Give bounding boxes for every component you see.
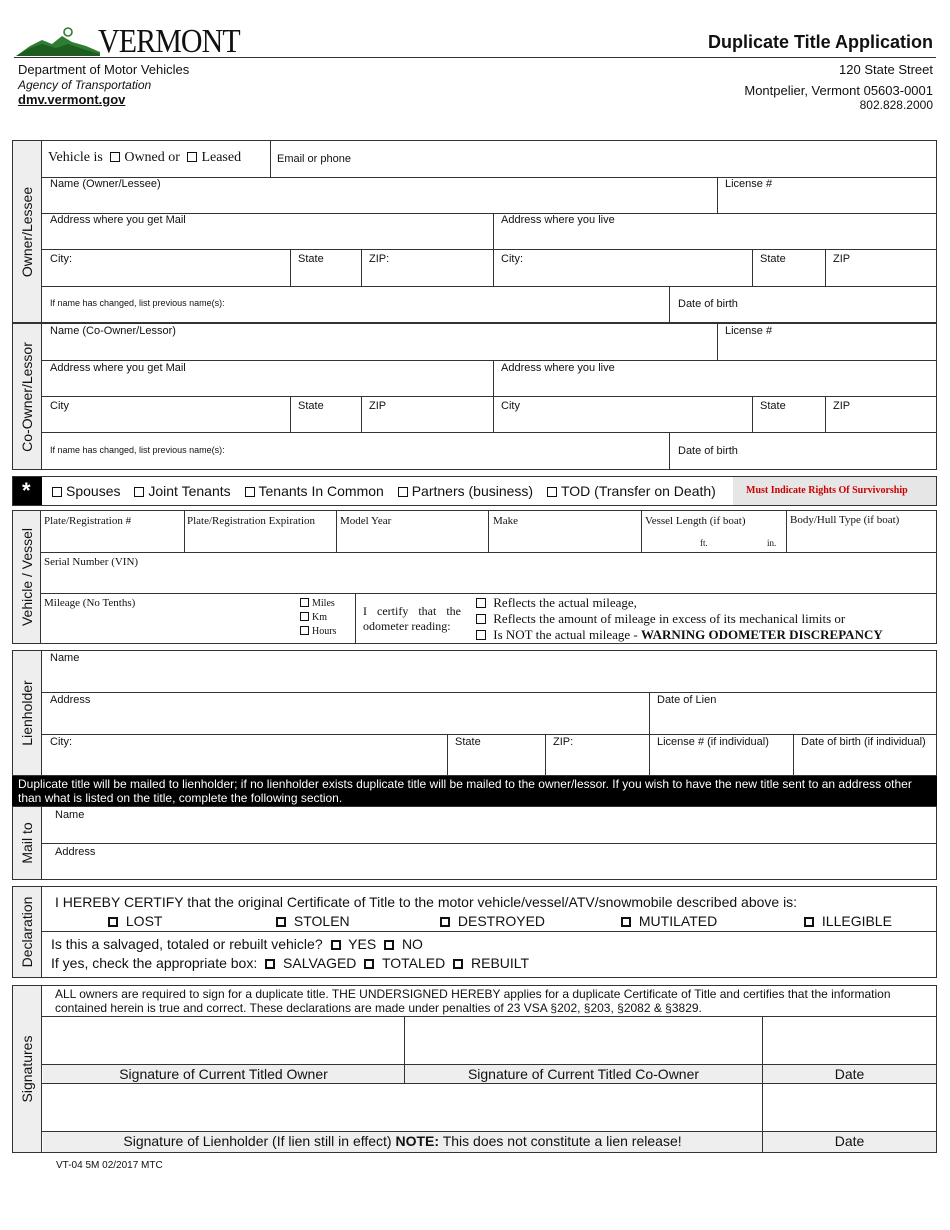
coowner-mail-city-field[interactable]: City — [50, 400, 69, 412]
coowner-live-zip-field[interactable]: ZIP — [833, 400, 851, 412]
address-phone: 802.828.2000 — [859, 98, 933, 112]
coowner-mail-address-field[interactable]: Address where you get Mail — [50, 362, 186, 374]
mailto-name-field[interactable]: Name — [55, 809, 85, 821]
owner-mail-address-field[interactable]: Address where you get Mail — [50, 214, 186, 226]
coowner-mail-state-field[interactable]: State — [298, 400, 324, 412]
lienholder-side-label: Lienholder — [13, 651, 42, 775]
odometer-certify-text: I certify that the odometer reading: — [363, 604, 461, 633]
lienholder-zip-field[interactable]: ZIP: — [553, 736, 574, 748]
email-phone-field[interactable]: Email or phone — [277, 153, 351, 165]
date1-field[interactable] — [763, 1017, 936, 1064]
hours-option[interactable]: Hours — [300, 625, 336, 639]
owner-license-field[interactable]: License # — [725, 178, 773, 190]
stolen-option[interactable]: STOLEN — [276, 913, 350, 929]
survivorship-note: Must Indicate Rights Of Survivorship — [746, 485, 908, 496]
salvage-yes-option[interactable]: YES — [331, 936, 377, 952]
address-city: Montpelier, Vermont 05603-0001 — [744, 83, 933, 98]
salvage-type-row: If yes, check the appropriate box: SALVAGED TOTALED REBUILT — [51, 955, 530, 971]
vehicle-ownership-choice: Vehicle is Owned or Leased — [48, 150, 242, 165]
plate-expiration-field[interactable]: Plate/Registration Expiration — [187, 515, 316, 527]
destroyed-option[interactable]: DESTROYED — [440, 913, 545, 929]
survivorship-note-cell — [733, 477, 936, 505]
date-of-lien-field[interactable]: Date of Lien — [657, 694, 717, 706]
signatures-side-label: Signatures — [13, 986, 42, 1152]
logo-text: VERMONT — [98, 23, 240, 60]
lien-signature-field[interactable] — [43, 1084, 762, 1131]
coowner-live-address-field[interactable]: Address where you live — [501, 362, 615, 374]
coowner-signature-field[interactable] — [405, 1017, 762, 1064]
spouses-option[interactable]: Spouses — [52, 483, 120, 499]
lienholder-license-field[interactable]: License # (if individual) — [657, 736, 769, 748]
owner-live-state-field[interactable]: State — [760, 253, 786, 265]
lienholder-dob-field[interactable]: Date of birth (if individual) — [801, 736, 926, 748]
address-street: 120 State Street — [839, 62, 933, 77]
salvage-no-option[interactable]: NO — [384, 936, 423, 952]
lienholder-city-field[interactable]: City: — [50, 736, 72, 748]
lienholder-address-field[interactable]: Address — [50, 694, 91, 706]
salvaged-option[interactable]: SALVAGED — [265, 955, 356, 971]
coowner-name-field[interactable]: Name (Co-Owner/Lessor) — [50, 325, 176, 337]
declaration-side-label: Declaration — [13, 887, 42, 977]
vermont-logo — [16, 23, 240, 60]
make-field[interactable]: Make — [493, 515, 519, 527]
mileage-field[interactable]: Mileage (No Tenths) — [44, 597, 136, 609]
owner-mail-city-field[interactable]: City: — [50, 253, 72, 265]
lienholder-name-field[interactable]: Name — [50, 652, 80, 664]
department-name: Department of Motor Vehicles — [18, 62, 190, 77]
owner-dob-field[interactable]: Date of birth — [678, 298, 738, 310]
totaled-option[interactable]: TOTALED — [364, 955, 445, 971]
owner-live-address-field[interactable]: Address where you live — [501, 214, 615, 226]
page-title: Duplicate Title Application — [707, 32, 933, 52]
leased-checkbox[interactable] — [187, 152, 197, 162]
lienholder-state-field[interactable]: State — [455, 736, 481, 748]
km-option[interactable]: Km — [300, 611, 336, 625]
vin-field[interactable]: Serial Number (VIN) — [44, 556, 139, 568]
reflects-actual-option[interactable]: Reflects the actual mileage, — [476, 595, 883, 611]
coowner-live-city-field[interactable]: City — [501, 400, 520, 412]
miles-option[interactable]: Miles — [300, 597, 336, 611]
rebuilt-option[interactable]: REBUILT — [453, 955, 529, 971]
owner-live-city-field[interactable]: City: — [501, 253, 523, 265]
coowner-signature-label-cell: Signature of Current Titled Co-Owner — [405, 1065, 762, 1083]
salvage-question: Is this a salvaged, totaled or rebuilt vehicle? YES NO — [51, 936, 423, 952]
owner-signature-field[interactable] — [43, 1017, 404, 1064]
owner-name-field[interactable]: Name (Owner/Lessee) — [50, 178, 161, 190]
date2-label-cell: Date — [763, 1132, 936, 1152]
star-icon: * — [22, 478, 31, 503]
mountain-logo-icon — [16, 26, 100, 60]
reflects-excess-option[interactable]: Reflects the amount of mileage in excess of its mechanical limits or — [476, 611, 883, 627]
mail-notice-bar — [12, 776, 937, 806]
agency-name: Agency of Transportation — [18, 78, 152, 92]
declaration-certify-text: I HEREBY CERTIFY that the original Certificate of Title to the motor vehicle/vessel/ATV/snowmobile described above is: — [55, 894, 798, 910]
coowner-mail-zip-field[interactable]: ZIP — [369, 400, 387, 412]
tenants-in-common-option[interactable]: Tenants In Common — [245, 483, 384, 499]
owner-previous-names-field[interactable]: If name has changed, list previous name(s): — [50, 298, 225, 308]
owner-signature-label-cell: Signature of Current Titled Owner — [43, 1065, 404, 1083]
lost-option[interactable]: LOST — [108, 913, 162, 929]
not-actual-option[interactable]: Is NOT the actual mileage - WARNING ODOMETER DISCREPANCY — [476, 627, 883, 643]
survivorship-star-cell — [13, 477, 42, 505]
owned-checkbox[interactable] — [110, 152, 120, 162]
mileage-units — [300, 597, 336, 639]
lien-signature-label-cell: Signature of Lienholder (If lien still in effect) NOTE: This does not constitute a lien release! — [43, 1132, 762, 1152]
survivorship-options — [52, 483, 716, 499]
mail-notice-text: Duplicate title will be mailed to lienholder; if no lienholder exists duplicate title will be mailed to the owner/lessor. If you wish to have the new title sent to an address other than what is listed on the title, complete the following section. — [18, 777, 912, 805]
coowner-previous-names-field[interactable]: If name has changed, list previous name(s): — [50, 445, 225, 455]
body-type-field[interactable]: Body/Hull Type (if boat) — [790, 514, 900, 526]
mutilated-option[interactable]: MUTILATED — [621, 913, 717, 929]
mailto-address-field[interactable]: Address — [55, 846, 96, 858]
owner-side-label: Owner/Lessee — [13, 141, 42, 322]
coowner-side-label: Co-Owner/Lessor — [13, 324, 42, 469]
coowner-dob-field[interactable]: Date of birth — [678, 445, 738, 457]
partners-option[interactable]: Partners (business) — [398, 483, 533, 499]
vessel-length-field[interactable]: Vessel Length (if boat) ft. in. — [645, 515, 777, 548]
coowner-live-state-field[interactable]: State — [760, 400, 786, 412]
model-year-field[interactable]: Model Year — [340, 515, 392, 527]
plate-field[interactable]: Plate/Registration # — [44, 515, 132, 527]
header-rule — [14, 57, 936, 58]
mailto-side-label: Mail to — [13, 807, 42, 879]
owner-mail-zip-field[interactable]: ZIP: — [369, 253, 390, 265]
date2-field[interactable] — [763, 1084, 936, 1131]
form-id: VT-04 5M 02/2017 MTC — [56, 1160, 163, 1171]
odometer-options — [476, 595, 883, 643]
illegible-option[interactable]: ILLEGIBLE — [804, 913, 892, 929]
coowner-license-field[interactable]: License # — [725, 325, 773, 337]
website-link[interactable]: dmv.vermont.gov — [18, 92, 126, 107]
owner-mail-state-field[interactable]: State — [298, 253, 324, 265]
signatures-statement: ALL owners are required to sign for a duplicate title. THE UNDERSIGNED HEREBY applies for a duplicate Certificate of Title and certifies that the information contained herein is true and correct. These declarations are made under penalties of 23 VSA §202, §203, §2082 & §3829. — [55, 987, 891, 1015]
joint-tenants-option[interactable]: Joint Tenants — [134, 483, 230, 499]
date1-label-cell: Date — [763, 1065, 936, 1083]
vehicle-side-label: Vehicle / Vessel — [13, 511, 41, 643]
tod-option[interactable]: TOD (Transfer on Death) — [547, 483, 716, 499]
owner-live-zip-field[interactable]: ZIP — [833, 253, 851, 265]
